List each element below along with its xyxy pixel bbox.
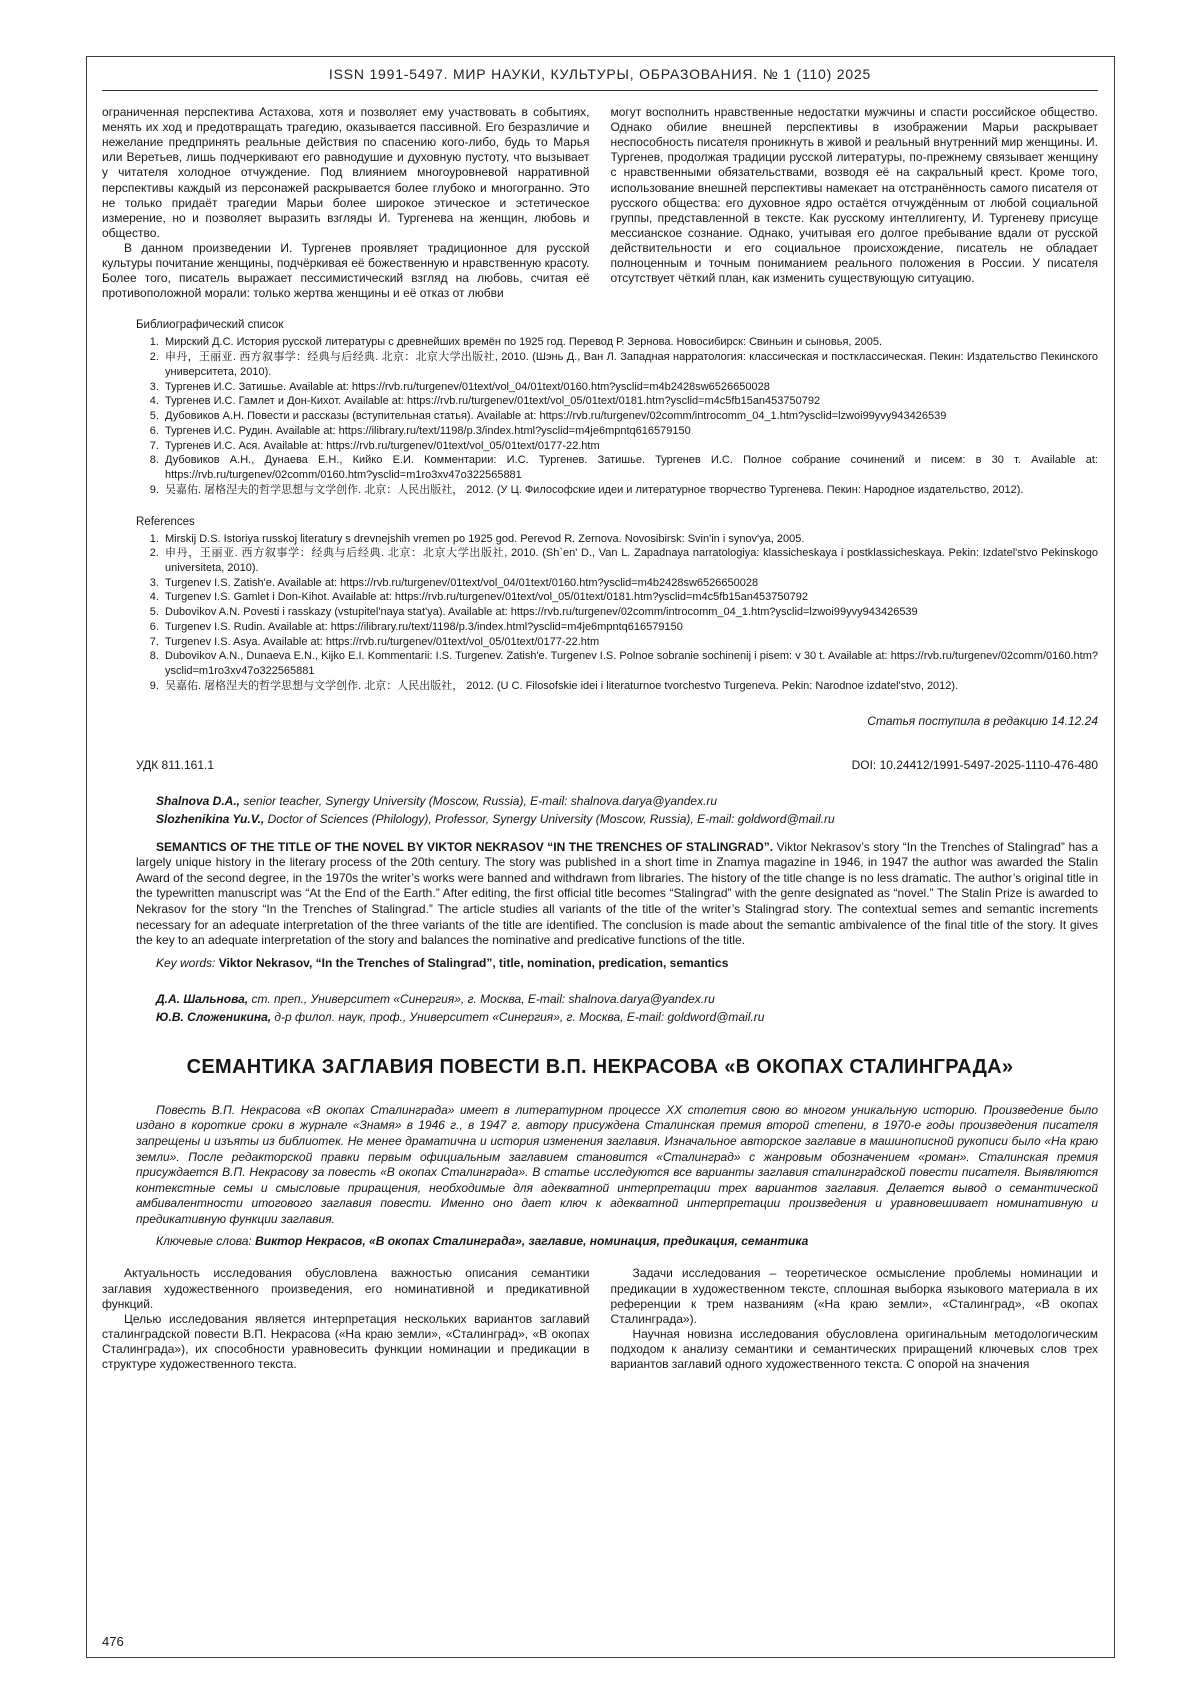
author-line-ru [136,1008,1098,1026]
bibliography-item: 2. 申丹，王丽亚. 西方叙事学：经典与后经典. 北京：北京大学出版社, 2010. (Шэнь Д., Ван Л. Западная нарратология: классическая и постклассическая. Пекин: Издательство Пекинского университета, 2010). [162,350,1098,379]
bibliography-item: 4. Тургенев И.С. Гамлет и Дон-Кихот. Available at: https://rvb.ru/turgenev/01text/vol_05/01text/0181.htm?ysclid=m4c5fb15an453750792 [162,394,1098,409]
header-rule [102,90,1098,91]
keywords-text: Viktor Nekrasov, “In the Trenches of Stalingrad”, title, nomination, predication, semantics [215,955,729,970]
reference-item: 5. Dubovikov A.N. Povesti i rasskazy (vstupitel'naya stat'ya). Available at: https://rvb.ru/turgenev/02comm/introcomm_04_1.htm?ysclid=lzwoi99yvy943426539 [162,605,1098,620]
author-details: senior teacher, Synergy University (Moscow, Russia), E-mail: shalnova.darya@yandex.ru [240,793,718,808]
reference-item: 1. Mirskij D.S. Istoriya russkoj literatury s drevnejshih vremen po 1925 god. Perevod R. Zernova. Novosibirsk: Svin'in i synov'ya, 2005. [162,532,1098,547]
author-name: Д.А. Шальнова, [156,991,249,1006]
bibliography-item: 3. Тургенев И.С. Затишье. Available at: https://rvb.ru/turgenev/01text/vol_04/01text/0160.htm?ysclid=m4b2428sw6526650028 [162,380,1098,395]
journal-issn-header: ISSN 1991-5497. МИР НАУКИ, КУЛЬТУРЫ, ОБРАЗОВАНИЯ. № 1 (110) 2025 [328,66,872,82]
page-number: 476 [102,1634,124,1649]
received-date-note: Статья поступила в редакцию 14.12.24 [867,713,1098,728]
abstract-text: Viktor Nekrasov’s story “In the Trenches of Stalingrad” has a largely unique history in the literary process of the 20th century. The story was published in a short time in Znamya magazine in 1946, in 1947 the author was awarded the Stalin Award of the second degree, in the 1970s the writer’s works were banned and withdrawn from libraries. The history of the title change is no less dramatic. The author’s original title in the typewritten manuscript was “At the End of the Earth.” After editing, the first official title becomes “Stalingrad” with the genre designated as “novel.” The Stalin Prize is awarded to Nekrasov for the story “In the Trenches of Stalingrad.” The article studies all variants of the title of the writer’s Stalingrad story. The contextual semes and semantic increments necessary for an adequate interpretation of the three variants of the title are identified. The conclusion is made about the semantic ambivalence of the final title of the story. It gives the key to an adequate interpretation of the story and balances the nominative and predicative functions of the title. [136,839,1098,948]
right-column [611,1266,1099,1372]
abstract-lead: SEMANTICS OF THE TITLE OF THE NOVEL BY VIKTOR NEKRASOV “IN THE TRENCHES OF STALINGRAD”. [156,839,774,854]
reference-item: 9. 吴嘉佑. 屠格涅夫的哲学思想与文学创作. 北京：人民出版社， 2012. (U C. Filosofskie idei i literaturnoe tvorchestvo Turgeneva. Pekin: Narodnoe izdatel'stvo, 2012). [162,679,1098,694]
author-line-en [136,792,1098,810]
reference-item: 7. Turgenev I.S. Asya. Available at: https://rvb.ru/turgenev/01text/vol_05/01text/0177-22.htm [162,635,1098,650]
reference-item: 3. Turgenev I.S. Zatish'e. Available at: https://rvb.ru/turgenev/01text/vol_04/01text/0160.htm?ysclid=m4b2428sw6526650028 [162,576,1098,591]
article-paragraph: Целью исследования является интерпретация нескольких вариантов заглавий сталинградской повести В.П. Некрасова («На краю земли», «Сталинград», «В окопах Сталинграда»), их способности уравновесить функции номинации и предикации в структуре художественного текста. [102,1311,590,1372]
author-line-en [136,810,1098,828]
bibliography-item: 9. 吴嘉佑. 屠格涅夫的哲学思想与文学创作. 北京：人民出版社， 2012. (У Ц. Философские идеи и литературное творчество Тургенева. Пекин: Народное издательство, 2012). [162,483,1098,498]
references-list [102,532,1098,694]
author-details: д-р филол. наук, проф., Университет «Синергия», г. Москва, E-mail: goldword@mail.ru [271,1009,765,1024]
article-title: СЕМАНТИКА ЗАГЛАВИЯ ПОВЕСТИ В.П. НЕКРАСОВА «В ОКОПАХ СТАЛИНГРАДА» [186,1055,1014,1078]
authors-en [136,792,1098,828]
right-column [611,105,1099,301]
article-meta-row [102,758,1098,772]
keywords-en [136,956,1098,970]
article-body [102,1266,1098,1372]
author-details: ст. преп., Университет «Синергия», г. Москва, E-mail: shalnova.darya@yandex.ru [248,991,715,1006]
bibliography-item: 7. Тургенев И.С. Ася. Available at: https://rvb.ru/turgenev/01text/vol_05/01text/0177-22.htm [162,439,1098,454]
bibliography-list [102,335,1098,497]
keywords-text: Виктор Некрасов, «В окопах Сталинграда», заглавие, номинация, предикация, семантика [251,1234,809,1249]
continuation-paragraph: могут восполнить нравственные недостатки мужчины и спасти российское общество. Однако обилие внешней перспективы в изображении Марьи раскрывает неспособность писателя проникнуть в живой и реальный внутренний мир женщины. И. Тургенев, продолжая традиции русской литературы, по-прежнему связывает женщину с нравственными обязательствами, возводя её на сакральный крест. Кроме того, использование внешней перспективы намекает на отстранённость самого писателя от русского общества: его духовное ядро остаётся отчуждённым от любой социальной группы, представленной в тексте. Как русскому интеллигенту, И. Тургеневу присуще мессианское сознание. Однако, учитывая его долгое пребывание вдали от русской действительности и его социальное происхождение, писатель не обладает полноценным и точным пониманием реального положения в России. У писателя отсутствует чёткий план, как изменить существующую ситуацию. [610,105,1098,286]
bibliography-item: 5. Дубовиков А.Н. Повести и рассказы (вступительная статья). Available at: https://rvb.ru/turgenev/02comm/introcomm_04_1.htm?ysclid=lzwoi99yvy943426539 [162,409,1098,424]
reference-item: 2. 申丹，王丽亚. 西方叙事学：经典与后经典. 北京：北京大学出版社, 2010. (Sh`en' D., Van L. Zapadnaya narratologiya: klassicheskaya i postklassicheskaya. Pekin: Izdatel'stvo Pekinskogo universiteta, 2010). [162,546,1098,575]
bibliography-item: 6. Тургенев И.С. Рудин. Available at: https://ilibrary.ru/text/1198/p.3/index.html?ysclid=m4je6mpntq616579150 [162,424,1098,439]
russian-abstract: Повесть В.П. Некрасова «В окопах Сталинграда» имеет в литературном процессе XX столетия свою во многом уникальную историю. Произведение было издано в короткие сроки в журнале «Знамя» в 1946 г., в 1947 г. автору присуждена Сталинская премия второй степени, в 1970-е годы произведения писателя запрещены и изъяты из библиотек. Не менее драматична и история изменения заглавия. Изначальное авторское заглавие в машинописной рукописи было «На краю земли». После редакторской правки первым официальным заглавием становится «Сталинград» с жанровым обозначением «роман». Сталинская премия присуждается В.П. Некрасову за повесть «В окопах Сталинграда». В статье исследуются все варианты заглавия сталинградской повести писателя. Выявляются контекстные семы и смысловые приращения, необходимые для адекватной интерпретации трех вариантов заглавия. Делается вывод о семантической амбивалентности итогового заглавия повести. Именно оно дает ключ к адекватной интерпретации произведения и уравновешивает номинативную и предикативную функции заглавия. [136,1102,1098,1226]
author-details: Doctor of Sciences (Philology), Professor, Synergy University (Moscow, Russia), E-mail: goldword@mail.ru [264,811,835,826]
continuation-paragraph: ограниченная перспектива Астахова, хотя и позволяет ему участвовать в событиях, менять их ход и предотвращать трагедию, оказывается пассивной. Его безразличие и нежелание предпринять реальные действия по спасению кого-либо, будь то Марья или Веретьев, лишь подчеркивают его равнодушие и духовную пустоту, что вызывает у читателя холодное отчуждение. Под влиянием многоуровневой нарративной перспективы каждый из персонажей раскрывается более глубоко и многогранно. Это не только придаёт трагедии Марьи более широкое этическое и эстетическое измерение, но и позволяет выразить взгляды И. Тургенева на женщин, любовь и общество. [102,105,590,240]
reference-item: 6. Turgenev I.S. Rudin. Available at: https://ilibrary.ru/text/1198/p.3/index.html?ysclid=m4je6mpntq616579150 [162,620,1098,635]
keywords-label: Key words: [156,955,216,970]
left-column [102,1266,590,1372]
article-paragraph: Научная новизна исследования обусловлена оригинальным методологическим подходом к анализу семантики и семантических приращений ключевых слов трех вариантов заглавий одного художественного текста. С опорой на значения [610,1326,1098,1372]
bibliography-heading: Библиографический список [136,319,284,332]
udk-code: УДК 811.161.1 [136,757,215,772]
bibliography-item: 8. Дубовиков А.Н., Дунаева Е.Н., Кийко Е.И. Комментарии: И.С. Тургенев. Затишье. Тургенев И.С. Полное собрание сочинений и писем: в 30 т. Available at: https://rvb.ru/turgenev/02comm/0160.htm?ysclid=m1ro3xv47o322565881 [162,453,1098,482]
continuation-paragraph: В данном произведении И. Тургенев проявляет традиционное для русской культуры почитание женщины, подчёркивая её божественную и нравственную красоту. Более того, писатель выражает пессимистический взгляд на любовь, считая её противоположной морали: только жертва женщины и её отказ от любви [102,240,590,301]
article-paragraph: Актуальность исследования обусловлена важностью описания семантики заглавия художественного произведения, его номинативной и предикативной функций. [102,1266,590,1311]
author-name: Shalnova D.A., [156,793,241,808]
author-name: Ю.В. Сложеникина, [156,1009,272,1024]
reference-item: 8. Dubovikov A.N., Dunaeva E.N., Kijko E.I. Kommentarii: I.S. Turgenev. Zatish'e. Turgenev I.S. Polnoe sobranie sochinenij i pisem: v 30 t. Available at: https://rvb.ru/turgenev/02comm/0160.htm?ysclid=m1ro3xv47o322565881 [162,649,1098,678]
reference-item: 4. Turgenev I.S. Gamlet i Don-Kihot. Available at: https://rvb.ru/turgenev/01text/vol_05/01text/0181.htm?ysclid=m4c5fb15an453750792 [162,590,1098,605]
keywords-ru [136,1234,1098,1248]
bibliography-item: 1. Мирский Д.С. История русской литературы с древнейших времён по 1925 год. Перевод Р. Зернова. Новосибирск: Свиньин и сыновья, 2005. [162,335,1098,350]
left-column [102,105,590,301]
prev-article-continuation [102,105,1098,301]
references-heading: References [136,515,195,528]
page-content [102,66,1098,1372]
keywords-label: Ключевые слова: [156,1234,252,1249]
authors-ru [136,990,1098,1026]
doi-code: DOI: 10.24412/1991-5497-2025-1110-476-480 [851,757,1098,772]
article-paragraph: Задачи исследования – теоретическое осмысление проблемы номинации и предикации в художественном тексте, сплошная выборка языкового материала в их референции к трем названиям («На краю земли», «Сталинград», «В окопах Сталинграда»). [610,1266,1098,1326]
author-line-ru [136,990,1098,1008]
author-name: Slozhenikina Yu.V., [156,811,265,826]
english-abstract [136,840,1098,949]
